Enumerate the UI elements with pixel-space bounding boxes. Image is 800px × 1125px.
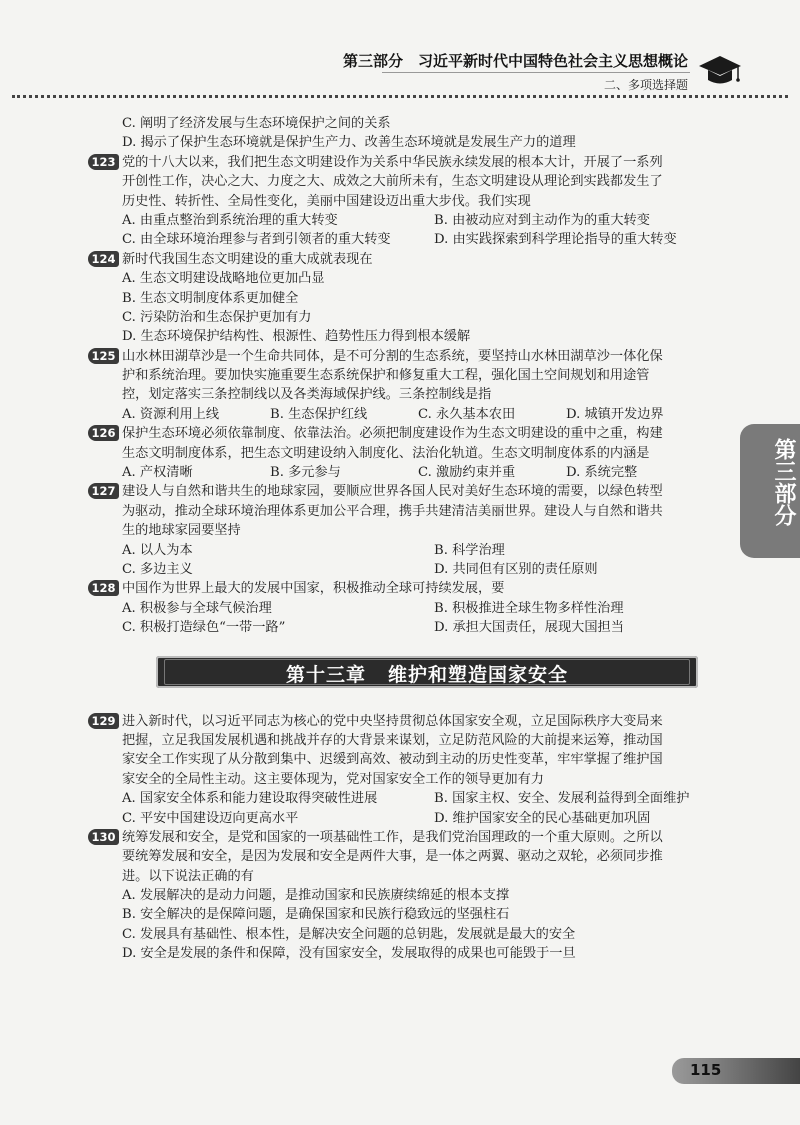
option-c: C. 阐明了经济发展与生态环境保护之间的关系	[122, 116, 391, 131]
header-dotted-rule	[12, 95, 788, 98]
option-b: B. 生态文明制度体系更加健全	[122, 290, 299, 306]
question-text: 护和系统治理。要加快实施重要生态系统保护和修复重大工程，强化国土空间规划和用途管	[122, 368, 650, 384]
question-text: 保护生态环境必须依靠制度、依靠法治。必须把制度建设作为生态文明建设的重中之重，构建	[122, 426, 663, 442]
question-text: 统筹发展和安全，是党和国家的一项基础性工作，是我们党治国理政的一个重大原则。之所以	[122, 829, 663, 845]
option-c: C. 污染防治和生态保护更加有力	[122, 309, 312, 325]
option-c: C. 积极打造绿色“一带一路”	[122, 620, 286, 636]
question-number-badge: 130	[88, 829, 119, 845]
option-a: A. 产权清晰	[122, 465, 193, 481]
header-subtitle: 二、多项选择题	[603, 78, 688, 92]
question-number-badge: 128	[88, 580, 119, 596]
question-text: 家安全的全局性主动。这主要体现为，党对国家安全工作的领导更加有力	[122, 771, 544, 787]
page-content	[91, 114, 718, 964]
chapter-label: 第十三章	[285, 663, 366, 686]
option-a: A. 由重点整治到系统治理的重大转变	[122, 212, 338, 228]
question-text: 中国作为世界上最大的发展中国家，积极推动全球可持续发展，要	[122, 581, 505, 597]
option-a: A. 国家安全体系和能力建设取得突破性进展	[122, 791, 378, 807]
question-text: 为驱动，推动全球环境治理体系更加公平合理，携手共建清洁美丽世界。建设人与自然和谐共	[122, 503, 663, 519]
question-text: 控，划定落实三条控制线以及各类海域保护线。三条控制线是指	[122, 387, 492, 403]
option-a: A. 积极参与全球气候治理	[122, 600, 272, 616]
option-a: A. 资源利用上线	[122, 406, 220, 422]
question-text: 进入新时代，以习近平同志为核心的党中央坚持贯彻总体国家安全观，立足国际秩序大变局来	[122, 713, 663, 729]
option-b: B. 安全解决的是保障问题，是确保国家和民族行稳致远的坚强柱石	[122, 907, 510, 923]
question-129	[91, 712, 718, 828]
question-text: 进。以下说法正确的有	[122, 868, 254, 884]
option-d: D. 维护国家安全的民心基础更加巩固	[434, 810, 651, 826]
question-text: 生态文明制度体系，把生态文明建设纳入制度化、法治化轨道。生态文明制度体系的内涵是	[122, 445, 650, 461]
option-c: C. 激励约束并重	[418, 465, 516, 481]
option-c: C. 永久基本农田	[418, 406, 516, 422]
chapter-title: 维护和塑造国家安全	[388, 663, 569, 686]
header-divider	[382, 72, 690, 73]
option-c: C. 由全球环境治理参与者到引领者的重大转变	[122, 232, 391, 248]
option-c: C. 发展具有基础性、根本性，是解决安全问题的总钥匙，发展就是最大的安全	[122, 926, 576, 942]
option-b: B. 积极推进全球生物多样性治理	[434, 600, 624, 616]
option-d: D. 共同但有区别的责任原则	[434, 561, 598, 577]
question-number-badge: 127	[88, 483, 119, 499]
option-b: B. 由被动应对到主动作为的重大转变	[434, 212, 650, 228]
option-a: A. 生态文明建设战略地位更加凸显	[122, 271, 325, 287]
option-c: C. 多边主义	[122, 561, 193, 577]
chapter-banner	[156, 656, 698, 688]
option-d: D. 由实践探索到科学理论指导的重大转变	[434, 232, 677, 248]
graduation-cap-icon	[698, 52, 742, 88]
question-text: 新时代我国生态文明建设的重大成就表现在	[122, 251, 373, 267]
option-d: D. 揭示了保护生态环境就是保护生产力、改善生态环境就是发展生产力的道理	[122, 135, 576, 151]
option-b: B. 科学治理	[434, 542, 505, 558]
option-b: B. 国家主权、安全、发展利益得到全面维护	[434, 791, 690, 807]
page-number: 115	[690, 1061, 722, 1079]
option-c: C. 平安中国建设迈向更高水平	[122, 810, 299, 826]
question-128	[91, 579, 718, 637]
question-124	[91, 250, 718, 347]
option-d: D. 安全是发展的条件和保障，没有国家安全，发展取得的成果也可能毁于一旦	[122, 946, 576, 962]
page-header	[0, 0, 800, 96]
page-number-tab	[672, 1058, 800, 1084]
question-text: 建设人与自然和谐共生的地球家园，要顺应世界各国人民对美好生态环境的需要，以绿色转型	[122, 484, 663, 500]
question-125	[91, 347, 718, 425]
question-text: 历史性、转折性、全局性变化，美丽中国建设迈出重大步伐。我们实现	[122, 193, 531, 209]
question-127	[91, 482, 718, 579]
section-side-tab-label: 第三部分	[771, 438, 796, 526]
question-130	[91, 828, 718, 964]
question-number-badge: 125	[88, 348, 119, 364]
question-text: 要统筹发展和安全，是因为发展和安全是两件大事，是一体之两翼、驱动之双轮，必须同步推	[122, 849, 663, 865]
section-side-tab	[740, 424, 800, 558]
option-d: D. 生态环境保护结构性、根源性、趋势性压力得到根本缓解	[122, 329, 471, 345]
option-a: A. 以人为本	[122, 542, 193, 558]
option-d: D. 城镇开发边界	[566, 406, 664, 422]
question-number-badge: 129	[88, 713, 119, 729]
question-123	[91, 153, 718, 250]
question-text: 党的十八大以来，我们把生态文明建设作为关系中华民族永续发展的根本大计，开展了一系列	[122, 154, 663, 170]
question-text: 山水林田湖草沙是一个生命共同体，是不可分割的生态系统，要坚持山水林田湖草沙一体化保	[122, 348, 663, 364]
question-number-badge: 123	[88, 154, 119, 170]
question-text: 家安全工作实现了从分散到集中、迟缓到高效、被动到主动的历史性变革，牢牢掌握了维护国	[122, 752, 663, 768]
option-b: B. 生态保护红线	[270, 406, 368, 422]
question-text: 把握，立足我国发展机遇和挑战并存的大背景来谋划，立足防范风险的大前提来运筹，推动国	[122, 732, 663, 748]
question-text: 生的地球家园要坚持	[122, 523, 241, 539]
question-number-badge: 124	[88, 251, 119, 267]
option-d: D. 承担大国责任，展现大国担当	[434, 620, 624, 636]
question-number-badge: 126	[88, 425, 119, 441]
option-a: A. 发展解决的是动力问题，是推动国家和民族赓续绵延的根本支撑	[122, 888, 510, 904]
question-text: 开创性工作，决心之大、力度之大、成效之大前所未有，生态文明建设从理论到实践都发生了	[122, 174, 663, 190]
option-d: D. 系统完整	[566, 465, 638, 481]
header-title: 第三部分 习近平新时代中国特色社会主义思想概论	[342, 52, 688, 70]
question-126	[91, 424, 718, 482]
option-b: B. 多元参与	[270, 465, 341, 481]
